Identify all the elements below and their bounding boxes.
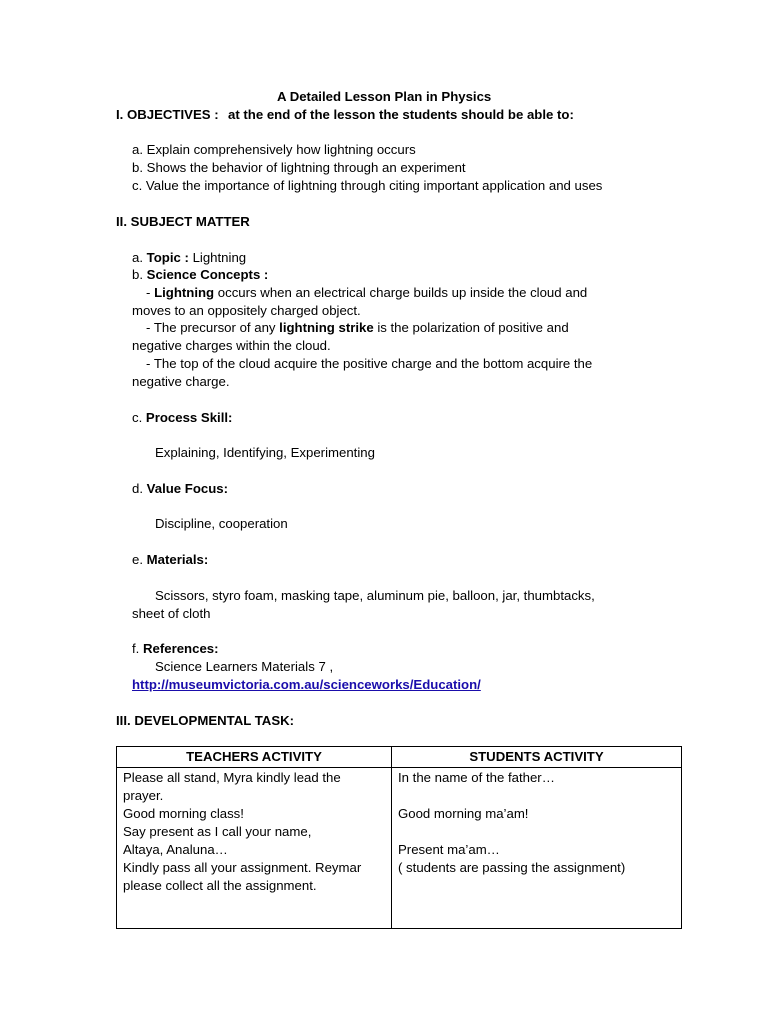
references-prefix: f. <box>132 641 143 656</box>
objectives-intro: at the end of the lesson the students should be able to: <box>228 107 574 122</box>
student-line <box>398 787 675 805</box>
concept-2-pre: - The precursor of any <box>146 320 280 335</box>
document-title: A Detailed Lesson Plan in Physics <box>277 89 492 104</box>
concepts-label: Science Concepts : <box>146 267 269 282</box>
topic-prefix: a. <box>132 250 147 265</box>
concept-3-line-1: - The top of the cloud acquire the positive charge and the bottom acquire the <box>146 356 593 371</box>
objective-a: a. Explain comprehensively how lightning occurs <box>132 142 416 157</box>
concept-1-dash: - <box>146 285 155 300</box>
teachers-activity-header: TEACHERS ACTIVITY <box>117 747 392 768</box>
process-skill-line <box>132 409 232 427</box>
student-line: Good morning ma’am! <box>398 806 529 821</box>
process-label: Process Skill: <box>145 410 233 425</box>
process-prefix: c. <box>132 410 146 425</box>
teacher-line: Altaya, Analuna… <box>123 842 228 857</box>
topic-value: Lightning <box>188 250 247 265</box>
topic-label: Topic : <box>146 250 189 265</box>
references-value: Science Learners Materials 7 , <box>155 659 334 674</box>
concept-1-line-1 <box>146 284 587 302</box>
references-line <box>132 640 219 658</box>
objective-b: b. Shows the behavior of lightning through an experiment <box>132 160 466 175</box>
concept-2-rest: is the polarization of positive and <box>373 320 569 335</box>
references-link-line <box>132 676 481 694</box>
developmental-task-table <box>116 746 682 929</box>
concept-1-rest: occurs when an electrical charge builds up inside the cloud and <box>214 285 588 300</box>
topic-line <box>132 249 246 267</box>
teacher-line: please collect all the assignment. <box>123 878 317 893</box>
developmental-task-heading: III. DEVELOPMENTAL TASK: <box>116 713 295 728</box>
student-line: Present ma’am… <box>398 842 500 857</box>
teacher-line: Say present as I call your name, <box>123 824 312 839</box>
references-label: References: <box>143 641 219 656</box>
teacher-line: Good morning class! <box>123 806 244 821</box>
students-activity-header: STUDENTS ACTIVITY <box>392 747 682 768</box>
materials-line <box>132 551 208 569</box>
table-header-row <box>117 747 682 768</box>
students-activity-cell <box>392 768 682 929</box>
teacher-line: prayer. <box>123 788 164 803</box>
teacher-line: Please all stand, Myra kindly lead the <box>123 770 341 785</box>
concepts-prefix: b. <box>132 267 147 282</box>
materials-prefix: e. <box>132 552 147 567</box>
student-line: ( students are passing the assignment) <box>398 860 626 875</box>
process-skill-value: Explaining, Identifying, Experimenting <box>155 445 375 460</box>
concept-1-bold: Lightning <box>154 285 215 300</box>
concept-2-bold: lightning strike <box>279 320 374 335</box>
table-row <box>117 768 682 929</box>
objectives-heading: I. OBJECTIVES : <box>116 107 219 122</box>
value-prefix: d. <box>132 481 147 496</box>
value-focus-line <box>132 480 228 498</box>
student-line <box>398 823 675 841</box>
concepts-line <box>132 266 268 284</box>
concept-1-line-2: moves to an oppositely charged object. <box>132 303 361 318</box>
teachers-activity-cell <box>117 768 392 929</box>
subject-matter-heading: II. SUBJECT MATTER <box>116 214 250 229</box>
concept-2-line-1 <box>146 319 569 337</box>
materials-value-line-2: sheet of cloth <box>132 606 211 621</box>
value-focus-value: Discipline, cooperation <box>155 516 288 531</box>
student-line: In the name of the father… <box>398 770 555 785</box>
concept-3-line-2: negative charge. <box>132 374 230 389</box>
references-link[interactable]: http://museumvictoria.com.au/scienceworks/Education/ <box>132 677 481 692</box>
teacher-line: Kindly pass all your assignment. Reymar <box>123 860 362 875</box>
materials-value-line-1: Scissors, styro foam, masking tape, aluminum pie, balloon, jar, thumbtacks, <box>155 588 595 603</box>
objective-c: c. Value the importance of lightning through citing important application and uses <box>132 178 603 193</box>
materials-label: Materials: <box>146 552 209 567</box>
value-label: Value Focus: <box>146 481 229 496</box>
concept-2-line-2: negative charges within the cloud. <box>132 338 331 353</box>
